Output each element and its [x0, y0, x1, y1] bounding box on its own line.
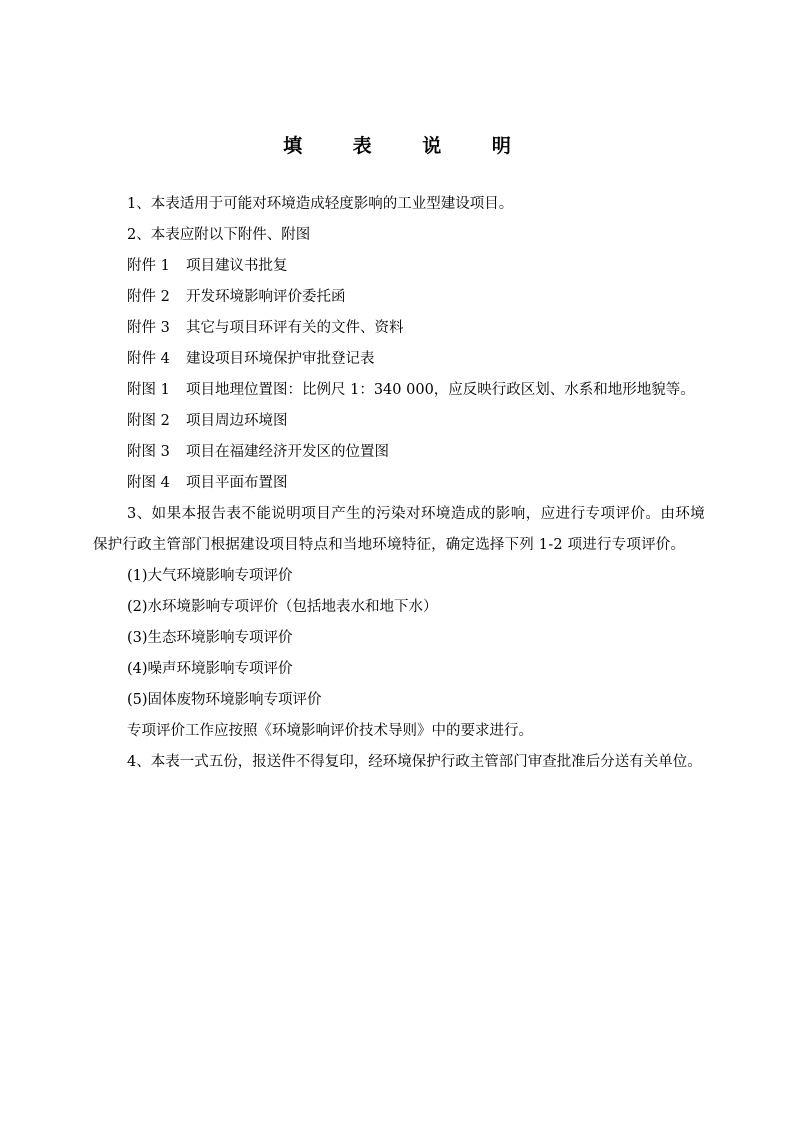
attachment-text: 建设项目环境保护审批登记表	[186, 351, 375, 367]
attachment-row	[93, 344, 705, 375]
figure-row	[93, 468, 705, 499]
instruction-1: 1、本表适用于可能对环境造成轻度影响的工业型建设项目。	[127, 196, 514, 212]
instruction-4: 4、本表一式五份，报送件不得复印，经环境保护行政主管部门审查批准后分送有关单位。	[127, 754, 702, 770]
attachment-label: 附件 4	[127, 351, 170, 367]
special-assessment-item: (2)水环境影响专项评价（包括地表水和地下水）	[127, 599, 438, 615]
attachment-row	[93, 282, 705, 313]
figure-row	[93, 375, 705, 406]
figure-label: 附图 2	[127, 413, 170, 429]
special-assessment-item: (4)噪声环境影响专项评价	[127, 661, 293, 677]
figure-row	[93, 406, 705, 437]
special-assessment-item: (1)大气环境影响专项评价	[127, 568, 293, 584]
figure-text: 项目平面布置图	[186, 475, 288, 491]
instruction-3: 3、如果本报告表不能说明项目产生的污染对环境造成的影响，应进行专项评价。由环境保护行政主管部门根据建设项目特点和当地环境特征，确定选择下列 1-2 项进行专项评价。	[93, 506, 705, 553]
figure-text: 项目周边环境图	[186, 413, 288, 429]
instruction-2: 2、本表应附以下附件、附图	[127, 227, 311, 243]
page-title: 填 表 说 明	[283, 135, 533, 157]
instructions-body	[93, 189, 705, 778]
figure-row	[93, 437, 705, 468]
figure-label: 附图 3	[127, 444, 170, 460]
attachment-row	[93, 313, 705, 344]
special-assessment-item: (5)固体废物环境影响专项评价	[127, 692, 322, 708]
attachment-text: 开发环境影响评价委托函	[186, 289, 346, 305]
attachment-label: 附件 3	[127, 320, 170, 336]
figure-text: 项目在福建经济开发区的位置图	[186, 444, 389, 460]
figure-label: 附图 4	[127, 475, 170, 491]
attachment-label: 附件 1	[127, 258, 170, 274]
attachment-text: 项目建议书批复	[186, 258, 288, 274]
attachment-label: 附件 2	[127, 289, 170, 305]
special-assessment-item: (3)生态环境影响专项评价	[127, 630, 293, 646]
figure-label: 附图 1	[127, 382, 170, 398]
instruction-3-note: 专项评价工作应按照《环境影响评价技术导则》中的要求进行。	[127, 723, 533, 739]
figure-text: 项目地理位置图：比例尺 1：340 000，应反映行政区划、水系和地形地貌等。	[186, 382, 695, 398]
attachment-text: 其它与项目环评有关的文件、资料	[186, 320, 404, 336]
attachment-row	[93, 251, 705, 282]
